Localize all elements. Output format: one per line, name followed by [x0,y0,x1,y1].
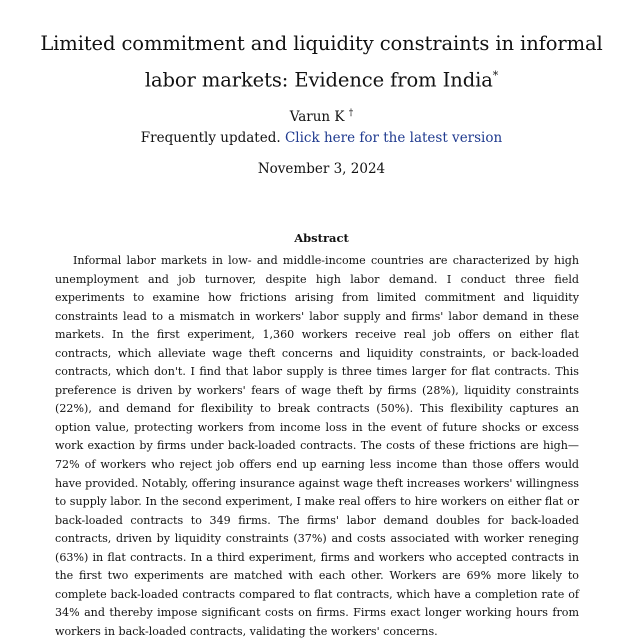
author-name: Varun K [289,109,345,125]
paper-date: November 3, 2024 [257,161,386,177]
author-footnote-mark: † [348,108,354,119]
abstract-heading: Abstract [294,231,349,245]
abstract-body: Informal labor markets in low- and middle-income countries are characterized by high unemployment and job turnover, despite high labor demand. I conduct three field experiments to examine how frictions arising from limited commitment and liquidity constraints lead to a mismatch in workers' labor supply and firms' labor demand in these markets. In the first experiment, 1,360 workers receive real job offers on either flat contracts, which alleviate wage theft concerns and liquidity constraints, or back-loaded contracts, which don't. I find that labor supply is three times larger for flat contracts. This preference is driven by workers' fears of wage theft by firms (28%), liquidity constraints (22%), and demand for flexibility to break contracts (50%). This flexibility captures an option value, protecting workers from income loss in the event of future shocks or excess work exaction by firms under back-loaded contracts. The costs of these frictions are high—72% of workers who reject job offers end up earning less income than those offers would have provided. Notably, offering insurance against wage theft increases workers' willingness to supply labor. In the second experiment, I make real offers to hire workers on either flat or back-loaded contracts to 349 firms. The firms' labor demand doubles for back-loaded contracts, driven by liquidity constraints (37%) and costs associated with worker reneging (63%) in flat contracts. In a third experiment, firms and workers who accepted contracts in the first two experiments are matched with each other. Workers are 69% more likely to complete back-loaded contracts compared to flat contracts, which have a completion rate of 34% and thereby impose significant costs on firms. Firms exact longer working hours from workers in back-loaded contracts, validating the workers' concerns. [55,254,579,638]
title-footnote-mark: * [492,69,499,82]
update-line [0,129,643,147]
update-note: Frequently updated. [140,130,281,146]
author-line [0,108,643,126]
latest-version-link[interactable]: Click here for the latest version [284,130,503,146]
paper-title-text: Limited commitment and liquidity constraints in informal labor markets: Evidence from India [40,32,603,92]
paper-title [20,28,623,97]
